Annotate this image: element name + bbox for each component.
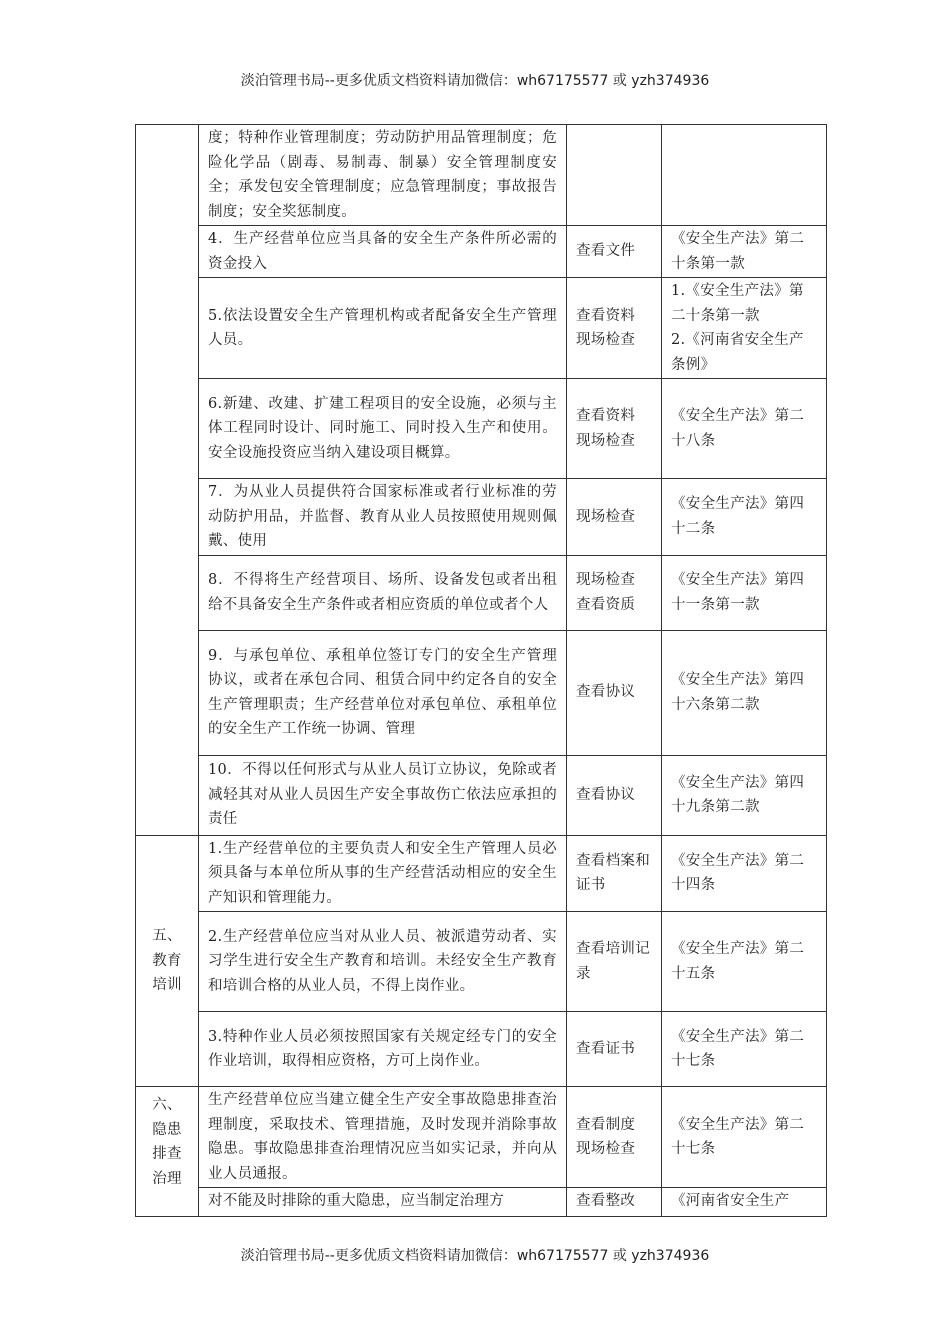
basis-cell: 1.《安全生产法》第二十条第一款 2.《河南省安全生产条例》: [662, 278, 827, 379]
table-row: [136, 278, 827, 379]
category-label: 六、 隐患 排查 治理: [152, 1097, 182, 1187]
table-row: [136, 555, 827, 630]
inspection-table: [135, 124, 827, 1217]
method-cell: 查看资料 现场检查: [567, 379, 662, 479]
method-cell: 现场检查: [567, 479, 662, 556]
method-cell: 现场检查 查看资质: [567, 555, 662, 630]
method-cell: 查看资料 现场检查: [567, 278, 662, 379]
method-cell: 查看协议: [567, 755, 662, 835]
requirement-text: 对不能及时排除的重大隐患，应当制定治理方: [208, 1193, 504, 1209]
basis-cell: 《安全生产法》第二十四条: [662, 835, 827, 912]
method-text: 查看整改: [576, 1193, 636, 1209]
requirement-cell: 5.依法设置安全生产管理机构或者配备安全生产管理人员。: [199, 278, 567, 379]
basis-cell: [662, 125, 827, 226]
table-row: [136, 226, 827, 278]
requirement-cell: 度；特种作业管理制度；劳动防护用品管理制度；危险化学品（剧毒、易制毒、制暴）安全管理制度安全；承发包安全管理制度；应急管理制度；事故报告制度；安全奖惩制度。: [199, 125, 567, 226]
requirement-cell: 8．不得将生产经营项目、场所、设备发包或者出租给不具备安全生产条件或者相应资质的单位或者个人: [199, 555, 567, 630]
table-row: [136, 479, 827, 556]
basis-cell: 《安全生产法》第二十七条: [662, 1012, 827, 1087]
basis-cell: 《安全生产法》第四十二条: [662, 479, 827, 556]
basis-text: 《河南省安全生产: [671, 1193, 790, 1209]
requirement-cell: 生产经营单位应当建立健全生产安全事故隐患排查治理制度，采取技术、管理措施，及时发现并消除事故隐患。事故隐患排查治理情况应当如实记录，并向从业人员通报。: [199, 1087, 567, 1188]
requirement-cell: 6.新建、改建、扩建工程项目的安全设施，必须与主体工程同时设计、同时施工、同时投入生产和使用。安全设施投资应当纳入建设项目概算。: [199, 379, 567, 479]
category-cell: [136, 1087, 199, 1217]
table-row: [136, 912, 827, 1012]
method-cell: 查看协议: [567, 630, 662, 755]
table-row: [136, 1012, 827, 1087]
table-row: [136, 1188, 827, 1217]
method-cell: [567, 1188, 662, 1217]
category-label: 五、 教育 培训: [152, 928, 182, 993]
method-cell: [567, 125, 662, 226]
table-row: [136, 630, 827, 755]
requirement-cell: 4．生产经营单位应当具备的安全生产条件所必需的资金投入: [199, 226, 567, 278]
requirement-cell: 3.特种作业人员必须按照国家有关规定经专门的安全作业培训，取得相应资格，方可上岗作业。: [199, 1012, 567, 1087]
requirement-cell: [199, 1188, 567, 1217]
method-cell: 查看文件: [567, 226, 662, 278]
basis-cell: 《安全生产法》第二十五条: [662, 912, 827, 1012]
basis-cell: 《安全生产法》第四十一条第一款: [662, 555, 827, 630]
category-cell-blank: [136, 125, 199, 836]
requirement-cell: 1.生产经营单位的主要负责人和安全生产管理人员必须具备与本单位所从事的生产经营活动相应的安全生产知识和管理能力。: [199, 835, 567, 912]
basis-cell: 《安全生产法》第二十条第一款: [662, 226, 827, 278]
table-row: [136, 755, 827, 835]
requirement-cell: 10．不得以任何形式与从业人员订立协议，免除或者减轻其对从业人员因生产安全事故伤亡依法应承担的责任: [199, 755, 567, 835]
method-cell: 查看证书: [567, 1012, 662, 1087]
method-cell: 查看制度 现场检查: [567, 1087, 662, 1188]
category-cell: [136, 835, 199, 1087]
basis-cell: [662, 1188, 827, 1217]
table-row: [136, 835, 827, 912]
requirement-cell: 7．为从业人员提供符合国家标准或者行业标准的劳动防护用品，并监督、教育从业人员按照使用规则佩戴、使用: [199, 479, 567, 556]
table-row: [136, 379, 827, 479]
page-footer: 淡泊管理书局--更多优质文档资料请加微信：wh67175577 或 yzh374936: [240, 1248, 710, 1264]
basis-cell: 《安全生产法》第四十九条第二款: [662, 755, 827, 835]
basis-cell: 《安全生产法》第二十八条: [662, 379, 827, 479]
table-row: [136, 1087, 827, 1188]
page-header: 淡泊管理书局--更多优质文档资料请加微信：wh67175577 或 yzh374936: [240, 73, 710, 89]
table-row: [136, 125, 827, 226]
requirement-cell: 9．与承包单位、承租单位签订专门的安全生产管理协议，或者在承包合同、租赁合同中约定各自的安全生产管理职责；生产经营单位对承包单位、承租单位的安全生产工作统一协调、管理: [199, 630, 567, 755]
basis-cell: 《安全生产法》第二十七条: [662, 1087, 827, 1188]
requirement-cell: 2.生产经营单位应当对从业人员、被派遣劳动者、实习学生进行安全生产教育和培训。未经安全生产教育和培训合格的从业人员，不得上岗作业。: [199, 912, 567, 1012]
method-cell: 查看培训记录: [567, 912, 662, 1012]
method-cell: 查看档案和证书: [567, 835, 662, 912]
basis-cell: 《安全生产法》第四十六条第二款: [662, 630, 827, 755]
